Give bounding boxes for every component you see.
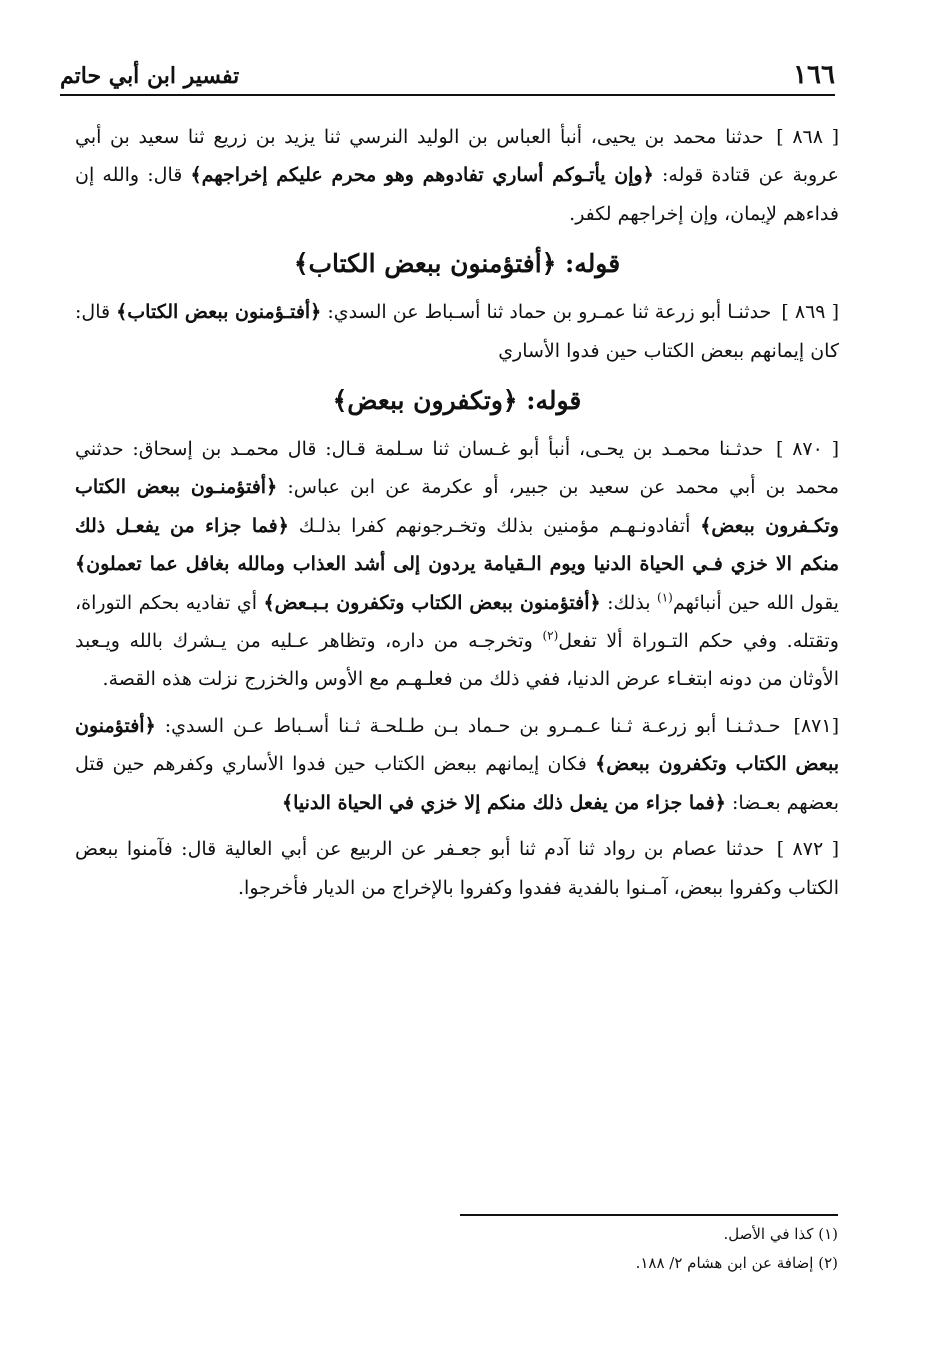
narration-text: بذلك: — [607, 591, 651, 614]
narration-872 — [75, 830, 839, 907]
footnote: (٢) إضافة عن ابن هشام ٢/ ١٨٨. — [635, 1254, 838, 1272]
quranic-quote: ﴿وإن يأتـوكم أساري تفادوهم وهو محرم عليكم إخراجهم﴾ — [190, 164, 654, 187]
narration-text: قال: كان إيمانهم ببعض الكتاب حين فدوا الأساري — [75, 301, 839, 362]
quranic-quote: ﴿أفتؤمنـون ببعض الكتاب وتكـفرون ببعض﴾ — [75, 476, 839, 537]
narration-text: حدثنا محمد بن يحيى، أنبأ العباس بن الوليد النرسي ثنا يزيد بن زريع ثنا سعيد بن أبي عروبة عن قتادة قوله: — [75, 126, 839, 187]
narration-text: يقول الله حين أنبائهم — [672, 591, 839, 614]
narration-text: حـدثـنـا أبو زرعـة ثـنا عـمـرو بن حـماد بـن طـلحـة ثـنا أسـباط عـن السدي: — [164, 714, 781, 737]
running-header — [60, 50, 835, 96]
page-body — [75, 118, 839, 915]
narration-text: وتخرجـه من داره، وتظاهر عـليه من يـشرك بالله ويـعبد الأوثان من دونه ابتغـاء عرض الدنيا، ففي ذلك من فعلـهـم مع الأوس والخزرج نزلت هذه القصة. — [75, 630, 839, 691]
section-heading: قوله: ﴿أفتؤمنون ببعض الكتاب﴾ — [293, 249, 621, 279]
narration-868 — [75, 118, 839, 233]
narration-number: [٨٧١] — [793, 714, 839, 737]
narration-text: حدثنـا أبو زرعة ثنا عمـرو بن حماد ثنا أسـباط عن السدي: — [327, 301, 772, 324]
quranic-quote: ﴿فما جزاء من يفعل ذلك منكم إلا خزي في الحياة الدنيا﴾ — [281, 791, 726, 814]
book-title: تفسير ابن أبي حاتم — [60, 63, 240, 89]
footnote: (١) كذا في الأصل. — [723, 1225, 838, 1243]
narration-871 — [75, 707, 839, 822]
quranic-quote: ﴿أفتؤمنون ببعض الكتاب وتكفرون ببعض﴾ — [75, 714, 839, 776]
narration-870 — [75, 430, 839, 699]
narration-text: حدثـنا محمـد بن يحـى، أنبأ أبو غـسان ثنا سـلمة قـال: قال محمـد بن إسحاق: حدثني محمد بن أبي محمد عن سعيد بن جبير، أو عكرمة عن ابن عباس: — [75, 438, 839, 499]
narration-number: [ ٨٧٢ ] — [776, 838, 839, 861]
section-heading: قوله: ﴿وتكفرون ببعض﴾ — [332, 386, 582, 416]
narration-number: [ ٨٧٠ ] — [776, 438, 840, 461]
narration-869 — [75, 293, 839, 370]
narration-text: قال: والله إن فداءهم لإيمان، وإن إخراجهم لكفر. — [75, 164, 839, 225]
footnote-divider — [460, 1214, 838, 1216]
footnote-marker: (٢) — [542, 628, 559, 643]
footnote-marker: (١) — [657, 590, 673, 605]
page-number: ١٦٦ — [793, 60, 835, 90]
footnotes — [460, 1220, 838, 1278]
narration-text: حدثنا عصام بن رواد ثنا آدم ثنا أبو جعـفر عن الربيع عن أبي العالية قال: فآمنوا ببعض الكتاب وكفروا ببعض، آمـنوا بالفدية ففدوا وكفروا بالإخراج من الديار فأخرجوا. — [75, 838, 839, 899]
narration-number: [ ٨٦٨ ] — [776, 126, 839, 148]
narration-text: أتفادونـهـم مؤمنين بذلك وتخـرجونهم كفرا بذلـك — [298, 514, 691, 537]
quranic-quote: ﴿فما جزاء من يفعـل ذلك منكم الا خزي فـي الحياة الدنيا ويوم الـقيامة يردون إلى أشد العذاب ومالله بغافل عما تعملون﴾ — [75, 514, 839, 576]
quranic-quote: ﴿أفتؤمنون ببعض الكتاب وتكفرون بـبـعض﴾ — [263, 591, 601, 614]
narration-text: فكان إيمانهم ببعض الكتاب حين فدوا الأساري وكفرهم حين قتل بعضهم بعـضا: — [75, 753, 839, 814]
quranic-quote: ﴿أفتـؤمنون ببعض الكتاب﴾ — [116, 301, 322, 324]
narration-text: أي تفاديه بحكم التوراة، وتقتله. وفي حكم التـوراة ألا تفعل — [75, 591, 839, 653]
narration-number: [ ٨٦٩ ] — [781, 301, 840, 324]
